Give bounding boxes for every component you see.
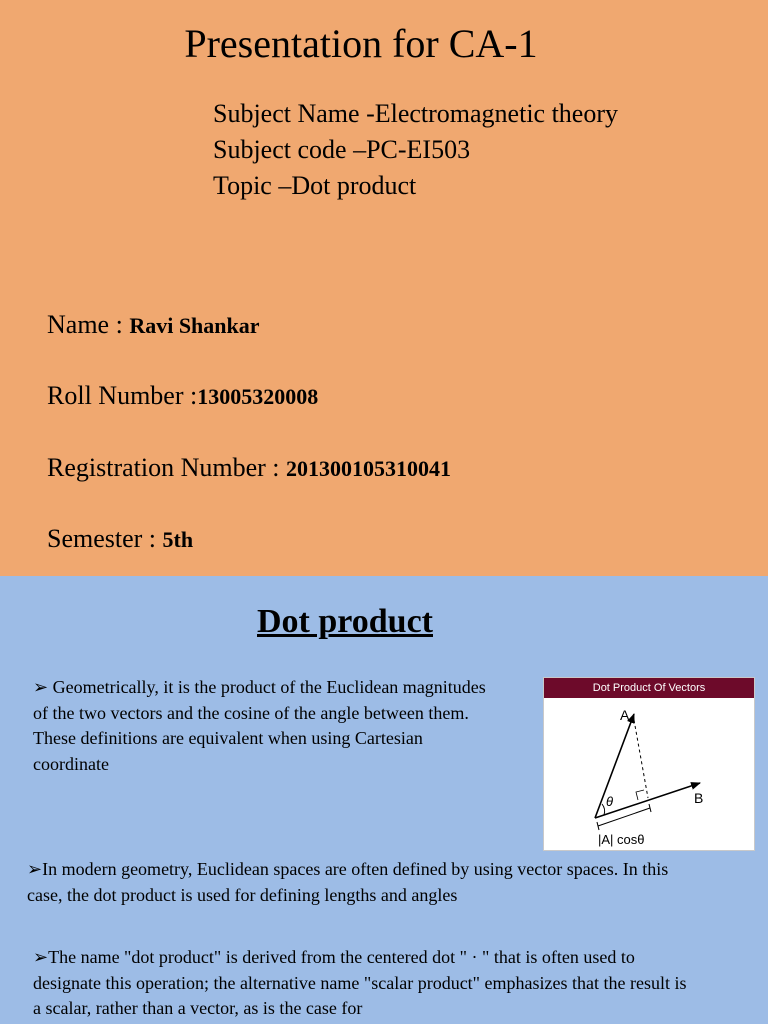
vector-a-arrow (595, 714, 634, 818)
figure-header: Dot Product Of Vectors (544, 678, 754, 698)
label-b: B (694, 790, 704, 806)
projection-dashed-line (634, 720, 648, 798)
paragraph-name-origin-text: The name "dot product" is derived from the centered dot " · " that is often used to designate this operation; the alternative name "scalar product" emphasizes that the result is a scalar, rather than a vector, as is the case for (33, 947, 687, 1018)
registration-number-label: Registration Number : (47, 453, 287, 482)
paragraph-name-origin (33, 945, 693, 1022)
right-angle-icon (636, 790, 644, 800)
roll-number-label: Roll Number : (47, 381, 198, 410)
semester-label: Semester : (47, 524, 163, 553)
name-label: Name : (47, 310, 130, 339)
registration-number-row (47, 452, 451, 485)
label-projection: |A| cosθ (598, 832, 645, 847)
semester-row (47, 523, 193, 556)
roll-number-row (47, 380, 318, 413)
section-title: Dot product (257, 603, 433, 640)
bullet-arrow-icon: ➢ (33, 677, 49, 697)
paragraph-geometric-text: Geometrically, it is the product of the Euclidean magnitudes of the two vectors and the cosine of the angle between them. These definitions are equivalent when using Cartesian coordinate (33, 677, 486, 774)
vector-diagram (544, 698, 754, 850)
name-value: Ravi Shankar (129, 313, 260, 338)
subject-details (213, 96, 618, 204)
paragraph-modern-geometry (27, 857, 677, 908)
name-row (47, 309, 260, 342)
slide-2 (0, 576, 768, 1024)
bullet-arrow-icon: ➢ (33, 947, 49, 967)
angle-arc-icon (602, 804, 605, 815)
label-a: A (620, 707, 630, 723)
label-theta: θ (606, 794, 614, 809)
projection-bracket (598, 808, 650, 826)
subject-code-line: Subject code –PC-EI503 (213, 135, 471, 164)
paragraph-geometric (33, 675, 503, 777)
paragraph-modern-geometry-text: In modern geometry, Euclidean spaces are often defined by using vector spaces. In this case, the dot product is used for defining lengths and angles (27, 859, 669, 905)
dot-product-figure (543, 677, 755, 851)
roll-number-value: 13005320008 (197, 384, 319, 409)
subject-name-line: Subject Name -Electromagnetic theory (213, 99, 619, 128)
topic-line: Topic –Dot product (213, 171, 417, 200)
bullet-arrow-icon: ➢ (27, 859, 43, 879)
semester-value: 5th (162, 527, 194, 552)
slide-title: Presentation for CA-1 (184, 21, 538, 66)
registration-number-value: 201300105310041 (286, 456, 452, 481)
